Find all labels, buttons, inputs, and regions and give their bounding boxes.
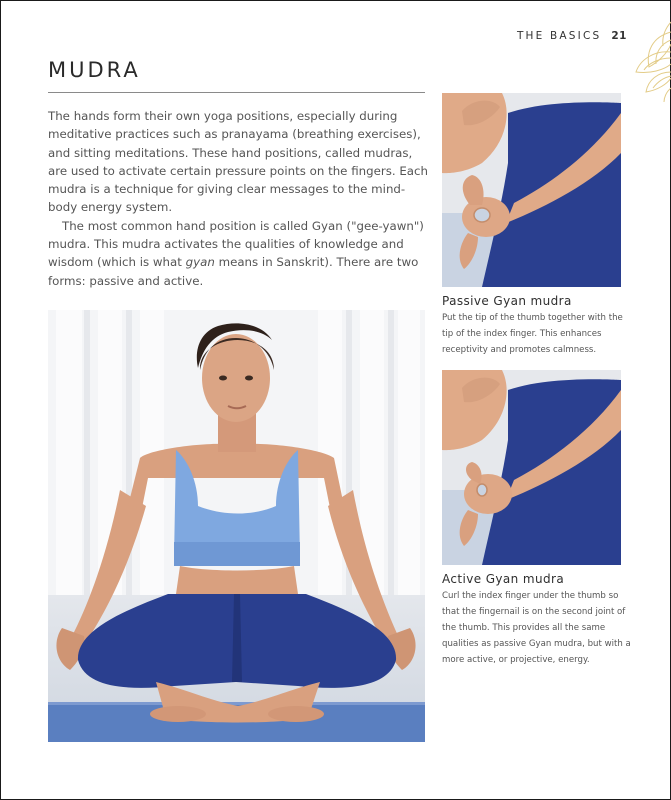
- active-caption-title: Active Gyan mudra: [442, 572, 565, 586]
- active-caption-text: Curl the index finger under the thumb so that the fingernail is on the second joint of the thumb. This provides all the same qualities as passive Gyan mudra, but with a more active, or projective, energy.: [442, 591, 631, 665]
- passive-caption-text: Put the tip of the thumb together with the tip of the index finger. This enhances receptivity and promotes calmness.: [442, 313, 623, 355]
- active-gyan-mudra-photo: [442, 370, 621, 565]
- main-meditation-photo: [48, 310, 425, 742]
- page-number: 21: [611, 30, 627, 42]
- lotus-ornament-icon: [622, 12, 671, 102]
- paragraph-2-end: means in Sanskrit). There are two forms: passive and active.: [48, 255, 419, 288]
- paragraph-1: The hands form their own yoga positions, especially during meditative practices such as pranayama (breathing exercises), and sitting meditations. These hand positions, called mudras, are used to activate certain pressure points on the fingers. Each mudra is a technique for giving clear messages to the mind-body energy system.: [48, 109, 428, 215]
- page-title: MUDRA: [48, 58, 141, 82]
- gyan-term: gyan: [185, 255, 215, 270]
- passive-gyan-mudra-photo: [442, 93, 621, 287]
- passive-caption-title: Passive Gyan mudra: [442, 294, 572, 308]
- paragraph-2-start: The most common hand position is called Gyan ("gee-yawn") mudra. This mudra activates the qualities of knowledge and wisdom (which is what: [48, 218, 424, 270]
- paragraph-2: [48, 217, 428, 290]
- section-label: THE BASICS: [516, 30, 602, 42]
- running-head: [517, 30, 627, 42]
- title-rule: [48, 92, 425, 93]
- body-text: [48, 107, 428, 290]
